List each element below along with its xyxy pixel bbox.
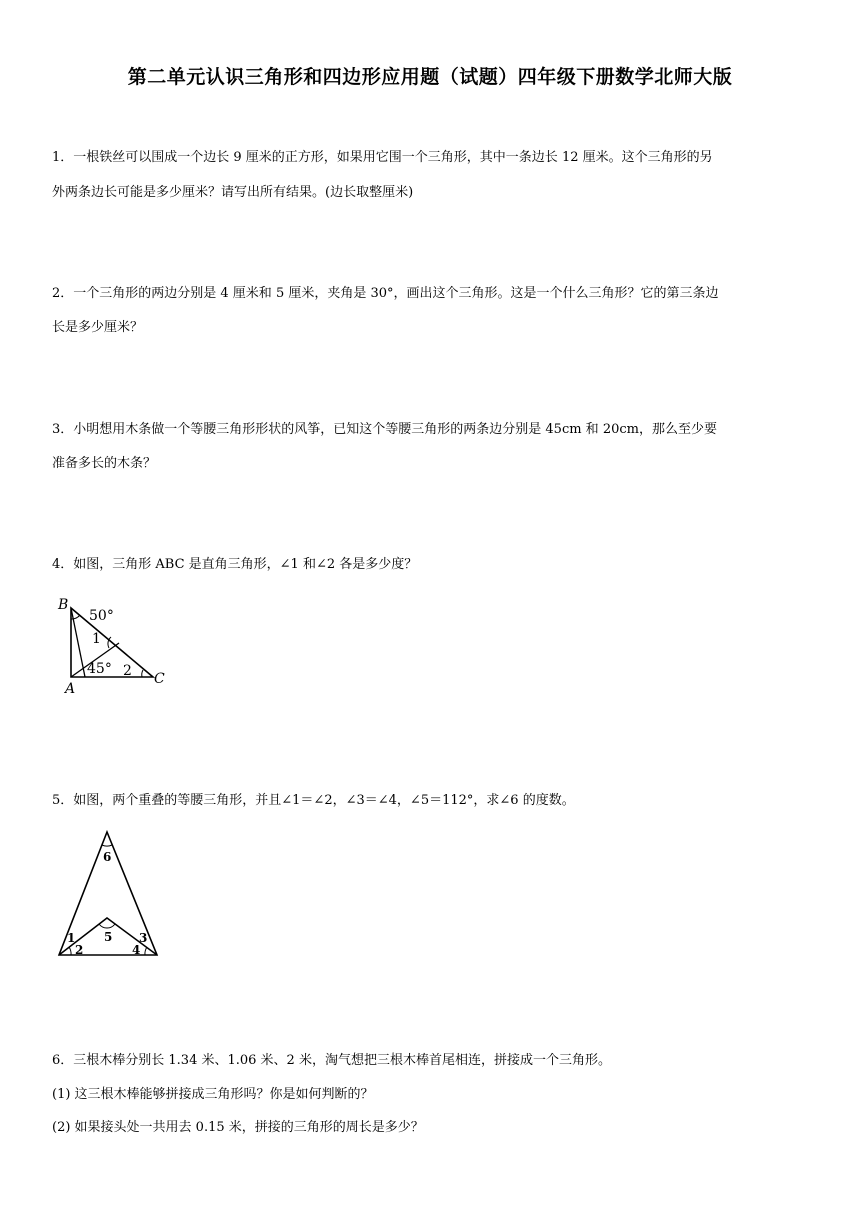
angle-arc-5 xyxy=(99,924,115,928)
question-text-line: 3．小明想用木条做一个等腰三角形形状的风筝，已知这个等腰三角形的两条边分别是 45cm 和 20cm，那么至少要 xyxy=(52,422,717,437)
angle-label-1: 1 xyxy=(67,931,76,945)
angle-label-6: 6 xyxy=(103,850,112,864)
sub-question-1: (1) 这三根木棒能够拼接成三角形吗？你是如何判断的？ xyxy=(52,1087,374,1102)
question-text-line: 长是多少厘米？ xyxy=(52,320,144,335)
question-text-line: 6．三根木棒分别长 1.34 米、1.06 米、2 米，淘气想把三根木棒首尾相连，拼接成一个三角形。 xyxy=(52,1053,611,1068)
angle-label-3: 3 xyxy=(139,931,148,945)
angle-label-5: 5 xyxy=(104,930,113,944)
question-text-line: 1．一根铁丝可以围成一个边长 9 厘米的正方形，如果用它围一个三角形，其中一条边长 12 厘米。这个三角形的另 xyxy=(52,150,713,165)
sub-question-2: (2) 如果接头处一共用去 0.15 米，拼接的三角形的周长是多少？ xyxy=(52,1120,424,1135)
question-text-line: 2．一个三角形的两边分别是 4 厘米和 5 厘米，夹角是 30°，画出这个三角形。这是一个什么三角形？它的第三条边 xyxy=(52,286,719,301)
angle-label-1: 1 xyxy=(92,631,101,647)
angle-arc-6 xyxy=(102,845,112,846)
right-triangle-figure xyxy=(55,595,185,695)
angle-label-50: 50° xyxy=(89,608,114,624)
vertex-label-b: B xyxy=(58,597,69,613)
overlapping-isosceles-figure xyxy=(55,828,175,963)
angle-arc-right xyxy=(145,947,147,955)
question-text-line: 5．如图，两个重叠的等腰三角形，并且∠1＝∠2，∠3＝∠4，∠5＝112°，求∠6 的度数。 xyxy=(52,793,575,808)
vertex-label-a: A xyxy=(65,681,76,697)
angle-arc-left xyxy=(69,947,71,955)
angle-arc-2 xyxy=(142,670,143,677)
document-title: 第二单元认识三角形和四边形应用题（试题）四年级下册数学北师大版 xyxy=(127,66,733,88)
angle-label-2: 2 xyxy=(123,663,132,679)
angle-label-2: 2 xyxy=(75,943,84,957)
angle-label-45: 45° xyxy=(87,661,112,677)
question-text-line: 外两条边长可能是多少厘米？请写出所有结果。(边长取整厘米) xyxy=(52,185,414,200)
angle-label-4: 4 xyxy=(132,943,141,957)
vertex-label-c: C xyxy=(154,671,165,687)
question-text-line: 准备多长的木条？ xyxy=(52,456,157,471)
question-text-line: 4．如图，三角形 ABC 是直角三角形，∠1 和∠2 各是多少度？ xyxy=(52,557,418,572)
